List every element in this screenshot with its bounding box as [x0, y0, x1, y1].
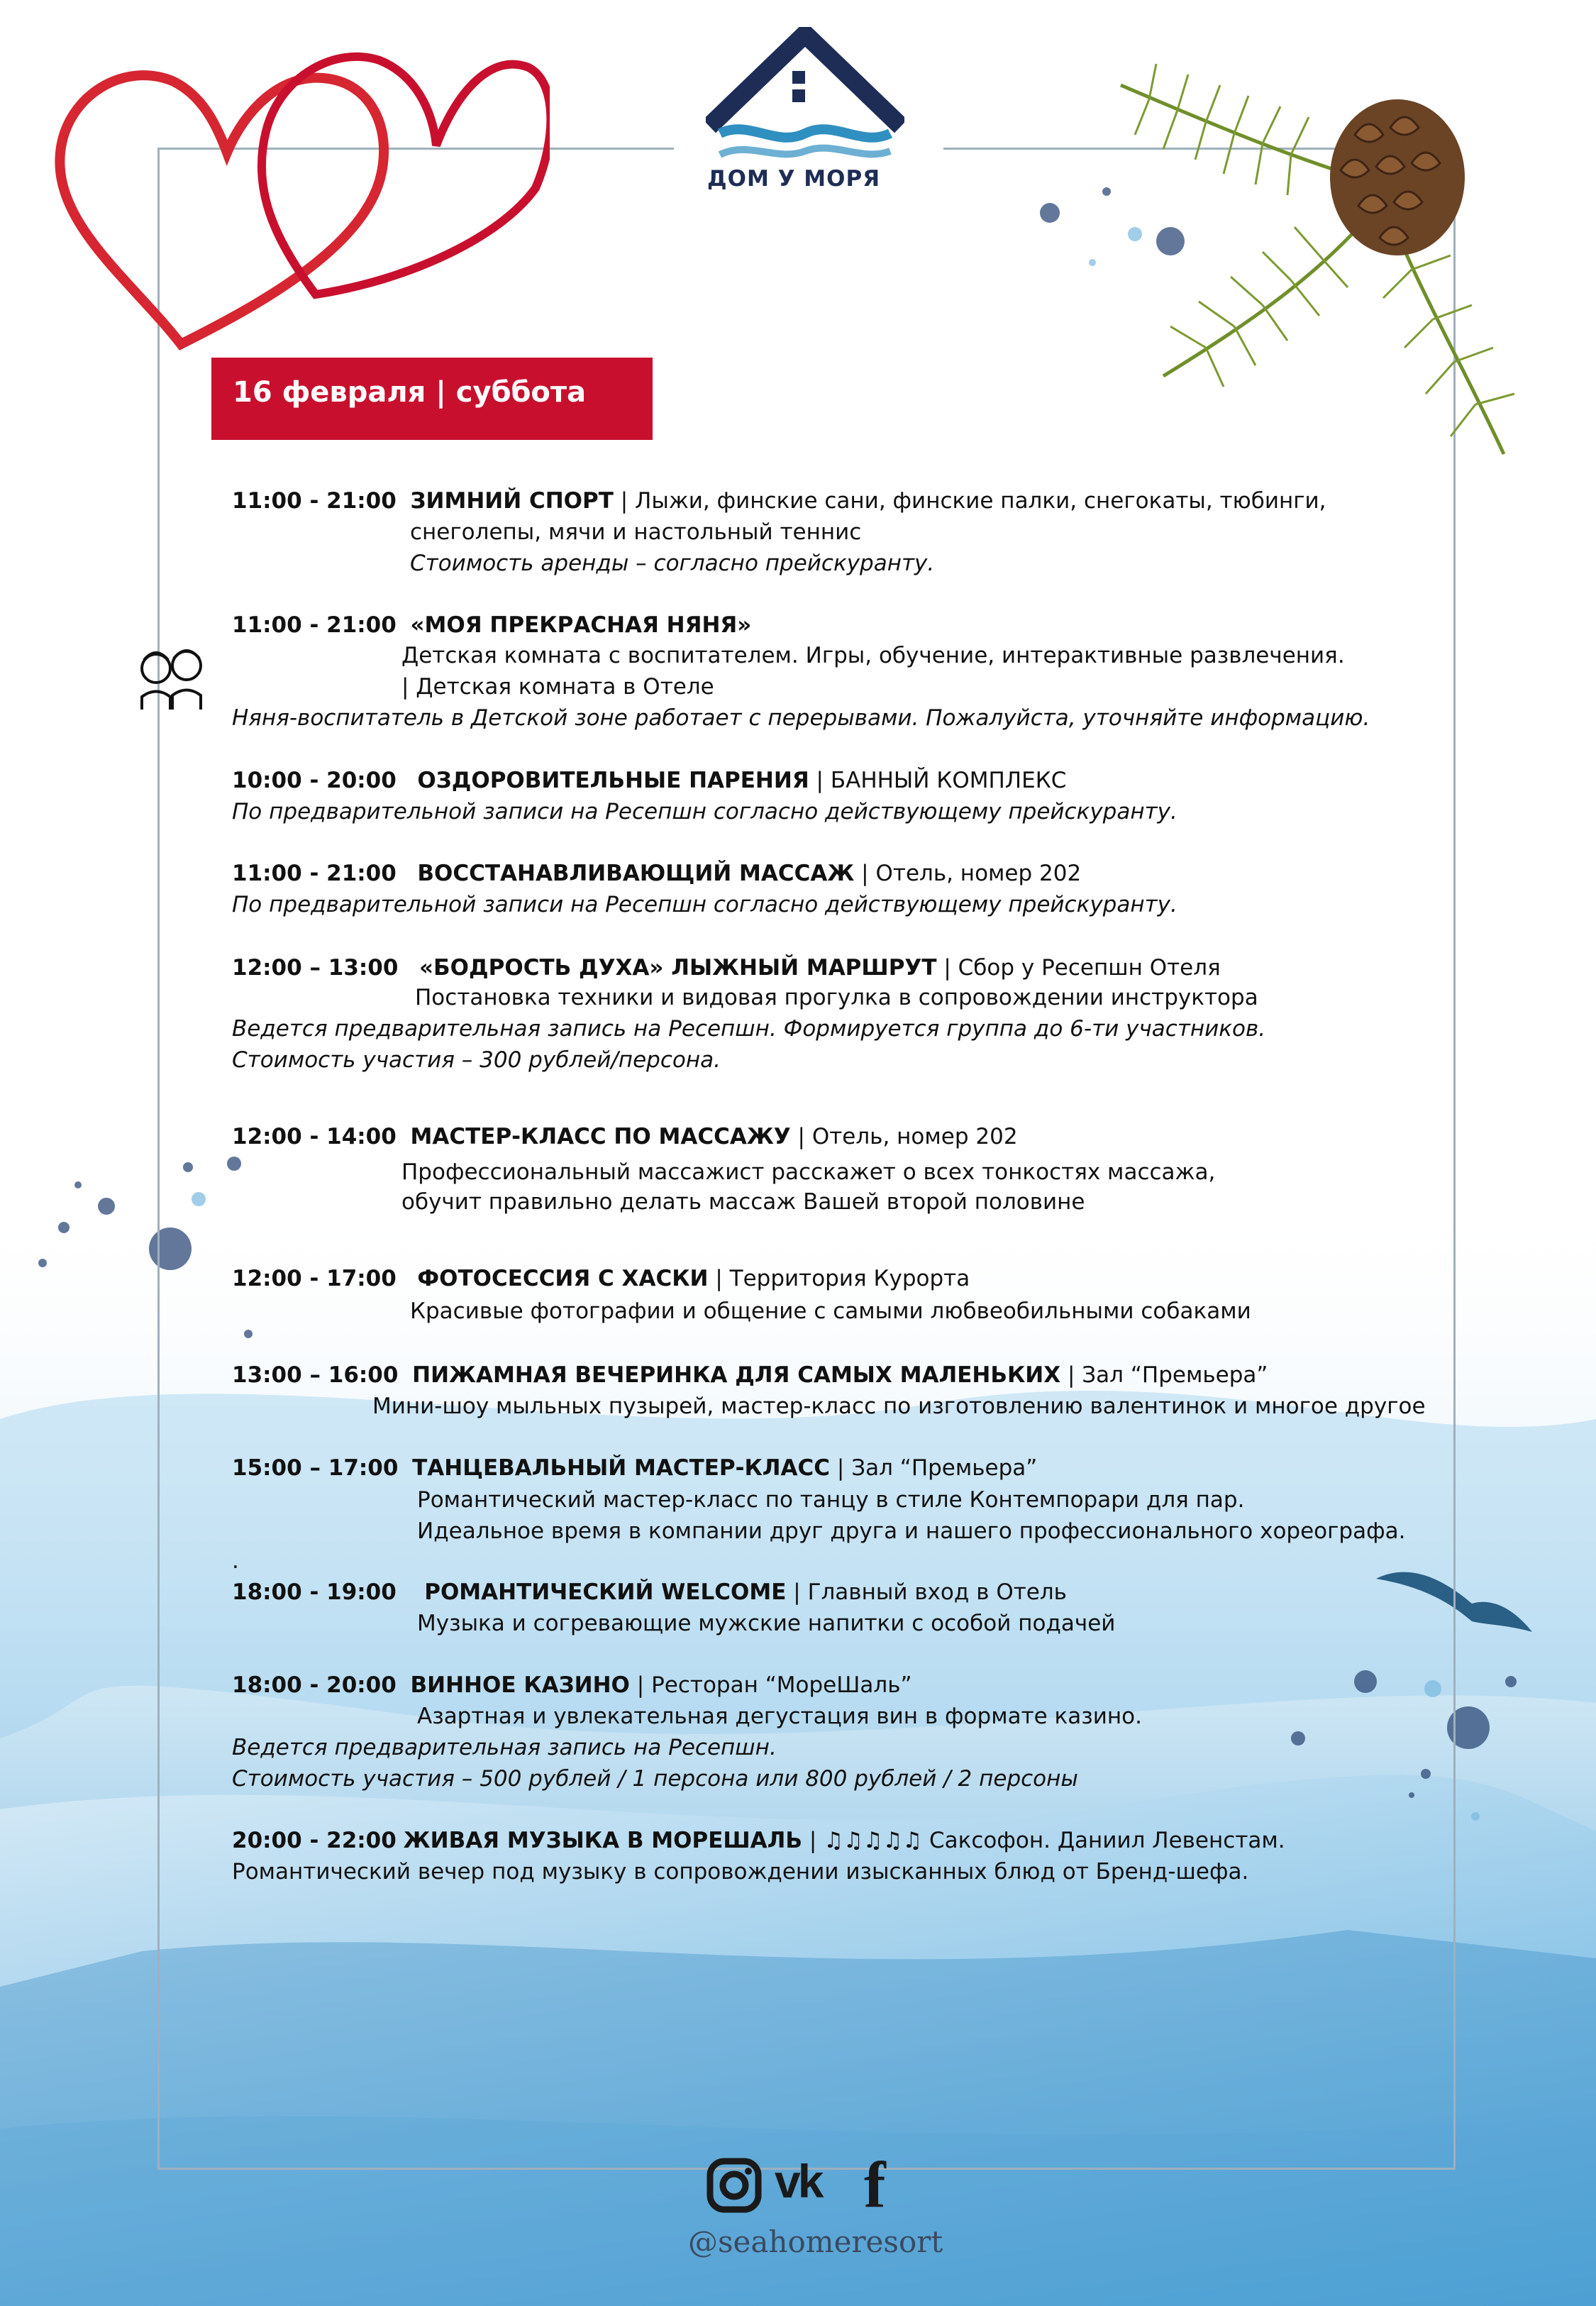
event-title: ЗИМНИЙ СПОРТ [410, 488, 614, 514]
event-location: | Территория Курорта [708, 1266, 970, 1291]
event-detail: Детская комната с воспитателем. Игры, обучение, интерактивные развлечения. [401, 643, 1345, 668]
event-location: | Зал “Премьера” [1060, 1362, 1268, 1388]
event-time: 11:00 - 21:00 [232, 612, 397, 638]
logo-icon [706, 27, 904, 162]
event-note: Стоимость аренды – согласно прейскуранту. [410, 551, 935, 576]
event-line [232, 487, 1326, 515]
event-location: | Ресторан “МореШаль” [629, 1672, 912, 1698]
event-location: | Лыжи, финские сани, финские палки, снегокаты, тюбинги, [613, 488, 1326, 514]
event-detail: Мини-шоу мыльных пузырей, мастер-класс по изготовлению валентинок и многое другое [372, 1394, 1426, 1419]
event-line [232, 1578, 1067, 1606]
event-line [232, 1454, 1037, 1482]
event-title: ТАНЦЕВАЛЬНЫЙ МАСТЕР-КЛАСС [412, 1455, 831, 1481]
vk-icon[interactable]: vk [775, 2155, 821, 2207]
event-line [232, 1826, 1285, 1855]
event-time: 20:00 - 22:00 [232, 1828, 397, 1853]
event-detail: Красивые фотографии и общение с самыми любвеобильными собаками [410, 1298, 1251, 1324]
event-location: | Сбор у Ресепшн Отеля [936, 955, 1221, 981]
event-location: | Зал “Премьера” [830, 1455, 1038, 1481]
event-location: | Отель, номер 202 [790, 1124, 1018, 1149]
event-title: ФОТОСЕССИЯ С ХАСКИ [417, 1266, 709, 1291]
instagram-icon[interactable] [706, 2157, 763, 2214]
event-detail: снеголепы, мячи и настольный теннис [410, 519, 862, 545]
event-detail: обучит правильно делать массаж Вашей второй половине [401, 1189, 1085, 1215]
stray-mark: . [232, 1548, 239, 1574]
logo-text: ДОМ У МОРЯ [707, 166, 881, 192]
event-detail: Азартная и увлекательная дегустация вин в формате казино. [417, 1704, 1143, 1729]
event-note: По предварительной записи на Ресепшн согласно действующему прейскуранту. [232, 892, 1177, 917]
event-detail: Музыка и согревающие мужские напитки с особой подачей [417, 1611, 1116, 1636]
event-time: 15:00 – 17:00 [232, 1455, 399, 1481]
event-line [232, 1361, 1268, 1389]
event-title: ВИННОЕ КАЗИНО [410, 1672, 630, 1698]
event-line [232, 954, 1221, 982]
event-line [232, 1122, 1018, 1151]
social-handle[interactable]: @seahomeresort [688, 2224, 943, 2259]
event-note: Няня-воспитатель в Детской зоне работает с перерывами. Пожалуйста, уточняйте информацию. [232, 705, 1370, 731]
event-time: 18:00 - 19:00 [232, 1579, 397, 1605]
event-title: «МОЯ ПРЕКРАСНАЯ НЯНЯ» [410, 612, 752, 638]
event-title: «БОДРОСТЬ ДУХА» ЛЫЖНЫЙ МАРШРУТ [419, 955, 937, 981]
hearts-icon [39, 11, 550, 351]
event-time: 11:00 - 21:00 [232, 488, 397, 514]
event-note: Стоимость участия – 300 рублей/персона. [232, 1047, 721, 1073]
event-location: | Главный вход в Отель [786, 1579, 1067, 1605]
event-time: 18:00 - 20:00 [232, 1672, 397, 1698]
event-time: 11:00 - 21:00 [232, 861, 397, 886]
pine-branch-icon [1078, 43, 1532, 511]
event-title: ЖИВАЯ МУЗЫКА В МОРЕШАЛЬ [403, 1828, 803, 1853]
event-line [232, 859, 1081, 888]
event-detail: Профессиональный массажист расскажет о всех тонкостях массажа, [401, 1159, 1216, 1185]
event-detail: Идеальное время в компании друг друга и нашего профессионального хореографа. [417, 1518, 1406, 1544]
event-detail: Постановка техники и видовая прогулка в сопровождении инструктора [415, 985, 1258, 1010]
event-title: МАСТЕР-КЛАСС ПО МАССАЖУ [410, 1124, 791, 1149]
event-time: 12:00 - 17:00 [232, 1266, 397, 1291]
event-title: ОЗДОРОВИТЕЛЬНЫЕ ПАРЕНИЯ [417, 768, 809, 793]
event-line [232, 1264, 970, 1293]
event-note: Ведется предварительная запись на Ресепшн. [232, 1735, 777, 1760]
event-time: 10:00 - 20:00 [232, 768, 397, 793]
event-title: ВОССТАНАВЛИВАЮЩИЙ МАССАЖ [417, 861, 855, 886]
event-detail: | Детская комната в Отеле [401, 674, 714, 700]
event-title: ПИЖАМНАЯ ВЕЧЕРИНКА ДЛЯ САМЫХ МАЛЕНЬКИХ [412, 1362, 1061, 1388]
event-line [232, 766, 1066, 795]
event-location: | БАННЫЙ КОМПЛЕКС [809, 768, 1067, 793]
event-line [232, 1671, 912, 1699]
event-time: 13:00 – 16:00 [232, 1362, 399, 1388]
date-heading: 16 февраля | суббота [233, 376, 587, 409]
facebook-icon[interactable]: f [864, 2148, 886, 2221]
event-location: | Отель, номер 202 [854, 861, 1082, 886]
event-location: | ♫♫♫♫♫ Саксофон. Даниил Левенстам. [802, 1828, 1285, 1853]
event-note: По предварительной записи на Ресепшн согласно действующему прейскуранту. [232, 799, 1177, 824]
event-title: РОМАНТИЧЕСКИЙ WELCOME [424, 1579, 787, 1605]
event-time: 12:00 - 14:00 [232, 1124, 397, 1149]
event-note: Стоимость участия – 500 рублей / 1 персона или 800 рублей / 2 персоны [232, 1766, 1078, 1792]
event-time: 12:00 – 13:00 [232, 955, 399, 981]
event-detail: Романтический мастер-класс по танцу в стиле Контемпорари для пар. [417, 1487, 1245, 1513]
event-note: Ведется предварительная запись на Ресепшн. Формируется группа до 6-ти участников. [232, 1016, 1266, 1042]
event-line [232, 611, 751, 639]
children-icon [131, 640, 213, 711]
event-detail: Романтический вечер под музыку в сопровождении изысканных блюд от Бренд-шефа. [232, 1859, 1249, 1885]
